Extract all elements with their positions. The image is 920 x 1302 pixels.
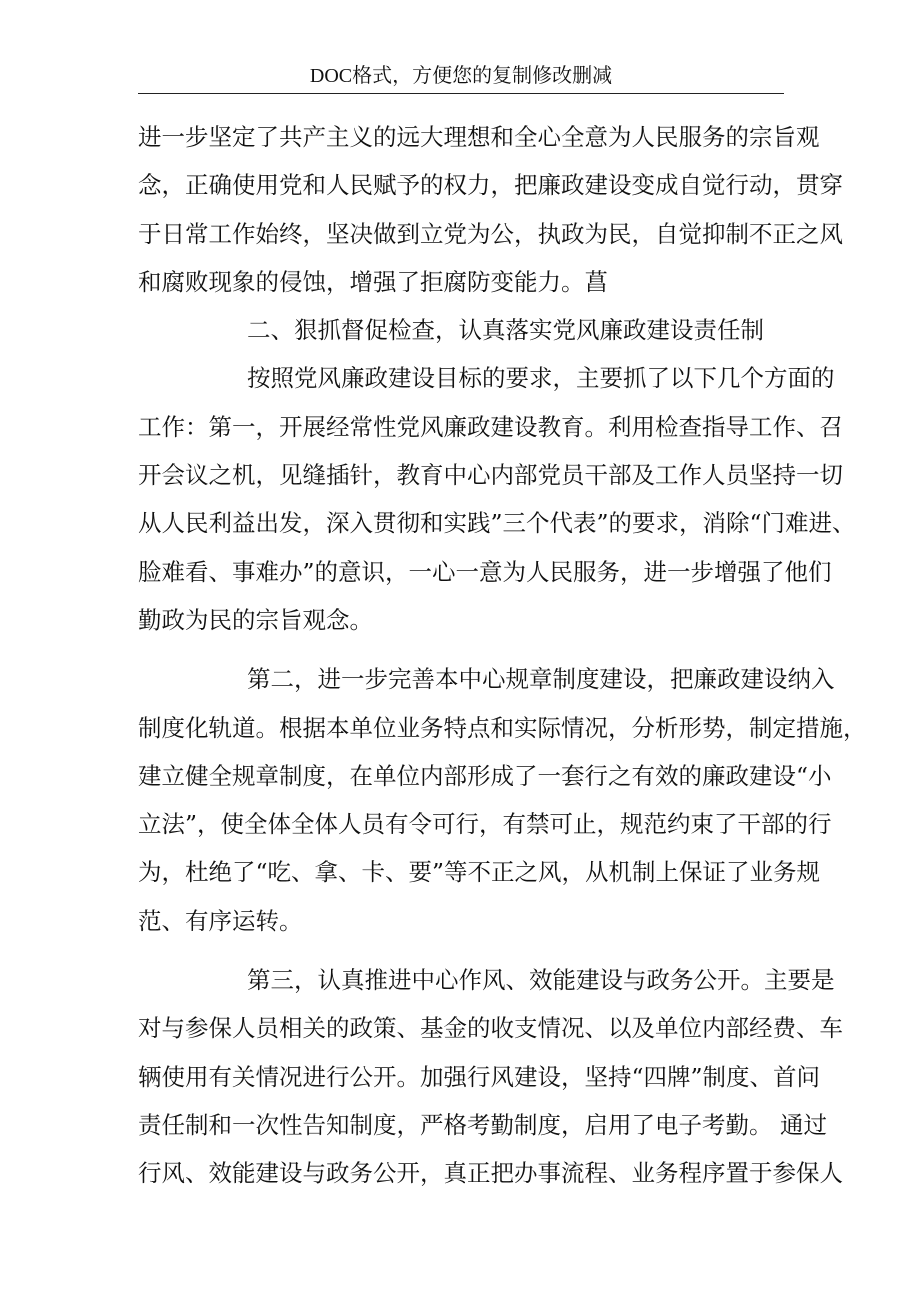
text-line: 从人民利益出发，深入贯彻和实践”三个代表”的要求，消除“门难进、 bbox=[138, 509, 856, 538]
page-header: DOC格式，方便您的复制修改删减 bbox=[309, 65, 613, 87]
text-line: 为，杜绝了“吃、拿、卡、要”等不正之风，从机制上保证了业务规 bbox=[138, 858, 821, 887]
text-line: 辆使用有关情况进行公开。加强行风建设，坚持“四牌”制度、首问 bbox=[138, 1062, 821, 1091]
text-line: 于日常工作始终，坚决做到立党为公，执政为民，自觉抑制不正之风 bbox=[138, 219, 843, 248]
paragraph-gap bbox=[138, 945, 790, 956]
text-line: 范、有序运转。 bbox=[138, 906, 303, 935]
section-heading: 二、狠抓督促检查，认真落实党风廉政建设责任制 bbox=[247, 316, 764, 345]
text-line: 脸难看、事难办”的意识，一心一意为人民服务，进一步增强了他们 bbox=[138, 557, 832, 586]
text-line: 制度化轨道。根据本单位业务特点和实际情况，分析形势，制定措施， bbox=[138, 713, 867, 742]
text-line: 念，正确使用党和人民赋予的权力，把廉政建设变成自觉行动，贯穿 bbox=[138, 171, 843, 200]
document-body bbox=[138, 113, 867, 1198]
text-line: 第三，认真推进中心作风、效能建设与政务公开。主要是 bbox=[247, 966, 835, 995]
text-line: 责任制和一次性告知制度，严格考勤制度，启用了电子考勤。 通过 bbox=[138, 1110, 827, 1139]
text-line: 按照党风廉政建设目标的要求，主要抓了以下几个方面的 bbox=[247, 364, 835, 393]
text-line: 建立健全规章制度，在单位内部形成了一套行之有效的廉政建设“小 bbox=[138, 761, 832, 790]
text-line: 开会议之机，见缝插针，教育中心内部党员干部及工作人员坚持一切 bbox=[138, 461, 843, 490]
text-line: 和腐败现象的侵蚀，增强了拒腐防变能力。菖 bbox=[138, 267, 608, 296]
paragraph-gap bbox=[138, 644, 790, 655]
header-divider bbox=[138, 93, 784, 94]
text-line: 行风、效能建设与政务公开，真正把办事流程、业务程序置于参保人 bbox=[138, 1159, 843, 1188]
text-line: 进一步坚定了共产主义的远大理想和全心全意为人民服务的宗旨观 bbox=[138, 123, 820, 151]
text-line: 对与参保人员相关的政策、基金的收支情况、以及单位内部经费、车 bbox=[138, 1014, 843, 1043]
text-line: 立法”，使全体全体人员有令可行，有禁可止，规范约束了干部的行 bbox=[138, 810, 832, 839]
text-line: 勤政为民的宗旨观念。 bbox=[138, 605, 373, 634]
text-line: 第二，进一步完善本中心规章制度建设，把廉政建设纳入 bbox=[247, 665, 835, 694]
text-line: 工作：第一，开展经常性党风廉政建设教育。利用检查指导工作、召 bbox=[138, 412, 843, 441]
